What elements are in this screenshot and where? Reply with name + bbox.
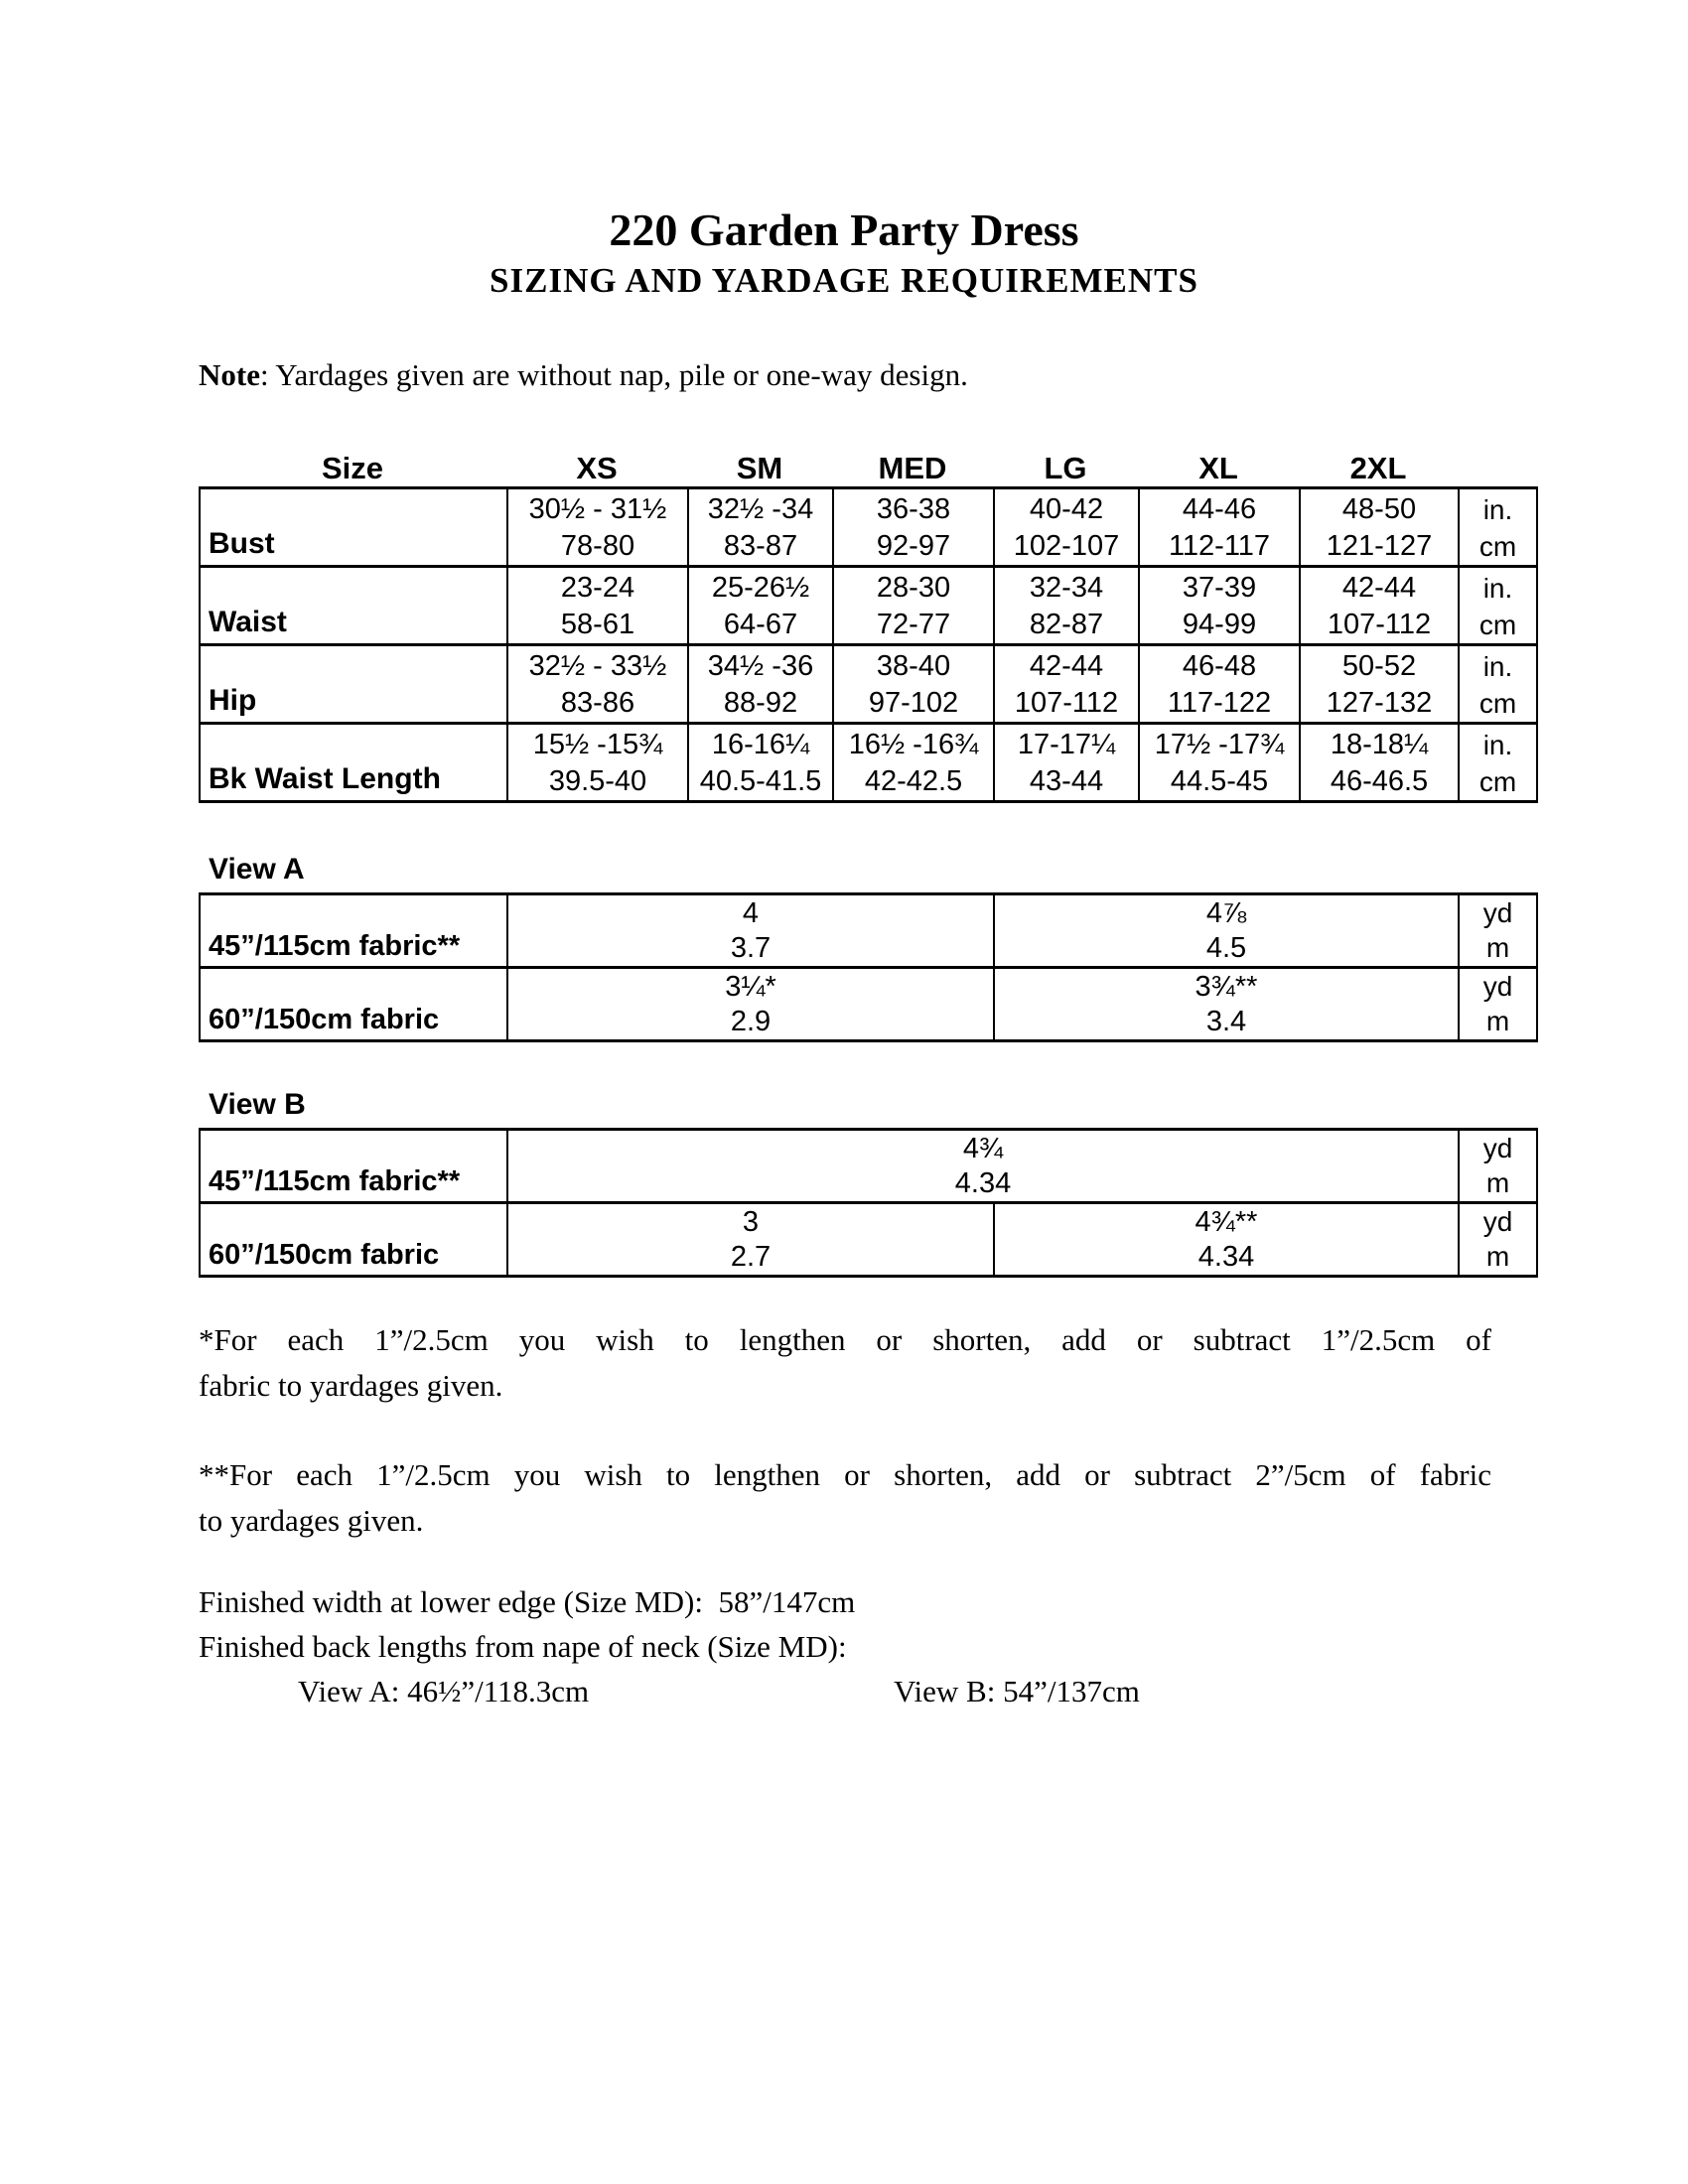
header-cell-lg: LG (1044, 450, 1087, 485)
finished-width-line: Finished width at lower edge (Size MD): 58”/147cm (199, 1583, 856, 1619)
header-cell-2xl: 2XL (1349, 450, 1407, 485)
size-table (199, 486, 1538, 803)
size-cell: 32-34 (1029, 571, 1104, 604)
unit-cell: m (1485, 1005, 1510, 1036)
footnote-single-asterisk (199, 1317, 1491, 1409)
size-cell: 17½ -17¾ (1154, 728, 1285, 760)
note (199, 357, 1688, 393)
row-label-waist: Waist (209, 605, 287, 638)
size-cell: 23-24 (560, 571, 635, 604)
size-cell: 38-40 (876, 649, 951, 682)
fabric-row-label: 60”/150cm fabric (209, 1238, 440, 1271)
size-cell: 40.5-41.5 (699, 764, 822, 797)
unit-cell: in. (1482, 650, 1513, 682)
table-row-bust (200, 487, 1537, 566)
unit-cell: m (1485, 1240, 1510, 1272)
size-cell: 32½ -34 (707, 492, 814, 525)
size-cell: 50-52 (1341, 649, 1417, 682)
document-title: 220 Garden Party Dress (609, 205, 1079, 255)
row-label-hip: Hip (209, 683, 257, 717)
table-row-hip (200, 644, 1537, 723)
size-cell: 92-97 (876, 529, 951, 562)
size-cell: 15½ -15¾ (532, 728, 663, 760)
view-a-row-60 (200, 967, 1537, 1040)
header-cell-sm: SM (736, 450, 783, 485)
fabric-row-label: 45”/115cm fabric** (209, 929, 461, 962)
size-cell: 46-46.5 (1330, 764, 1429, 797)
unit-cell: in. (1482, 572, 1513, 604)
size-cell: 97-102 (868, 686, 959, 719)
yardage-cell: 3.4 (1205, 1005, 1247, 1037)
size-cell: 32½ - 33½ (528, 649, 667, 682)
footnote-double-asterisk (199, 1452, 1491, 1544)
table-row-waist (200, 566, 1537, 644)
footnote-line: fabric to yardages given. (199, 1367, 503, 1403)
finished-measurements (199, 1579, 1688, 1713)
header-cell-med: MED (878, 450, 947, 485)
size-cell: 117-122 (1167, 686, 1272, 719)
size-cell: 17-17¼ (1017, 728, 1116, 760)
size-cell: 94-99 (1182, 608, 1257, 640)
yardage-cell: 4.34 (1197, 1240, 1255, 1273)
yardage-cell: 4¾ (962, 1132, 1004, 1164)
unit-cell: cm (1478, 609, 1517, 640)
unit-cell: yd (1482, 1205, 1513, 1237)
size-cell: 72-77 (876, 608, 951, 640)
unit-cell: yd (1482, 970, 1513, 1002)
size-cell: 78-80 (560, 529, 635, 562)
yardage-cell: 4 (742, 896, 760, 929)
size-cell: 44-46 (1182, 492, 1257, 525)
yardage-cell: 3¼* (725, 970, 776, 1003)
yardage-cell: 3¾** (1195, 970, 1258, 1003)
size-cell: 107-112 (1014, 686, 1119, 719)
size-cell: 83-87 (723, 529, 798, 562)
size-cell: 39.5-40 (548, 764, 647, 797)
size-cell: 36-38 (876, 492, 951, 525)
size-cell: 48-50 (1341, 492, 1417, 525)
size-cell: 16-16¼ (711, 728, 810, 760)
size-cell: 37-39 (1182, 571, 1257, 604)
size-cell: 121-127 (1326, 529, 1433, 562)
size-cell: 43-44 (1029, 764, 1104, 797)
size-cell: 88-92 (723, 686, 798, 719)
size-cell: 112-117 (1168, 529, 1271, 562)
fabric-row-label: 60”/150cm fabric (209, 1003, 440, 1035)
finished-lengths-line: Finished back lengths from nape of neck (Size MD): (199, 1628, 847, 1664)
view-b-title: View B (209, 1087, 306, 1121)
size-table-header (199, 443, 1688, 486)
note-label: Note (199, 356, 260, 392)
size-cell: 40-42 (1029, 492, 1104, 525)
size-cell: 44.5-45 (1170, 764, 1269, 797)
view-a-length: View A: 46½”/118.3cm (298, 1673, 590, 1708)
fabric-row-label: 45”/115cm fabric** (209, 1164, 461, 1197)
yardage-cell: 3.7 (730, 931, 772, 964)
view-a-row-45 (200, 893, 1537, 967)
size-cell: 16½ -16¾ (848, 728, 979, 760)
unit-cell: m (1485, 1166, 1510, 1198)
view-b-row-60 (200, 1202, 1537, 1276)
size-cell: 82-87 (1029, 608, 1104, 640)
view-b-length: View B: 54”/137cm (894, 1673, 1140, 1708)
size-cell: 30½ - 31½ (528, 492, 667, 525)
finished-view-lengths (199, 1669, 1688, 1713)
size-cell: 127-132 (1326, 686, 1433, 719)
unit-cell: cm (1478, 765, 1517, 797)
yardage-cell: 4.34 (954, 1166, 1012, 1199)
unit-cell: yd (1482, 896, 1513, 928)
unit-cell: in. (1482, 729, 1513, 760)
header-cell-xl: XL (1198, 450, 1238, 485)
size-cell: 25-26½ (711, 571, 810, 604)
size-cell: 46-48 (1182, 649, 1257, 682)
size-cell: 107-112 (1327, 608, 1432, 640)
row-label-bk-waist-length: Bk Waist Length (209, 761, 441, 795)
note-text: : Yardages given are without nap, pile or one-way design. (259, 356, 968, 392)
table-row-bk-waist-length (200, 723, 1537, 801)
yardage-cell: 2.9 (730, 1005, 772, 1037)
header-cell-size: Size (321, 450, 384, 485)
size-cell: 34½ -36 (707, 649, 814, 682)
unit-cell: in. (1482, 493, 1513, 525)
view-a-table (199, 892, 1538, 1042)
size-cell: 83-86 (560, 686, 635, 719)
size-cell: 42-42.5 (864, 764, 963, 797)
size-cell: 42-44 (1029, 649, 1104, 682)
view-a-title: View A (209, 852, 305, 886)
document-subtitle: SIZING AND YARDAGE REQUIREMENTS (490, 260, 1198, 300)
yardage-cell: 4⅞ (1205, 896, 1247, 929)
view-b-table (199, 1128, 1538, 1278)
size-cell: 42-44 (1341, 571, 1417, 604)
footnote-line: to yardages given. (199, 1502, 424, 1538)
unit-cell: m (1485, 931, 1510, 963)
yardage-cell: 4¾** (1195, 1205, 1258, 1238)
size-cell: 28-30 (876, 571, 951, 604)
yardage-cell: 2.7 (730, 1240, 772, 1273)
size-cell: 102-107 (1013, 529, 1120, 562)
unit-cell: cm (1478, 530, 1517, 562)
size-cell: 58-61 (560, 608, 635, 640)
yardage-cell: 4.5 (1205, 931, 1247, 964)
view-b-row-45 (200, 1129, 1537, 1202)
footnote-line: **For each 1”/2.5cm you wish to lengthen or shorten, add or subtract 2”/5cm of fabric (199, 1456, 1491, 1492)
footnote-line: *For each 1”/2.5cm you wish to lengthen or shorten, add or subtract 1”/2.5cm of (199, 1321, 1491, 1357)
size-cell: 64-67 (723, 608, 798, 640)
row-label-bust: Bust (209, 526, 275, 560)
size-cell: 18-18¼ (1330, 728, 1429, 760)
yardage-cell: 3 (742, 1205, 760, 1238)
unit-cell: cm (1478, 687, 1517, 719)
unit-cell: yd (1482, 1132, 1513, 1163)
header-cell-xs: XS (576, 450, 618, 485)
